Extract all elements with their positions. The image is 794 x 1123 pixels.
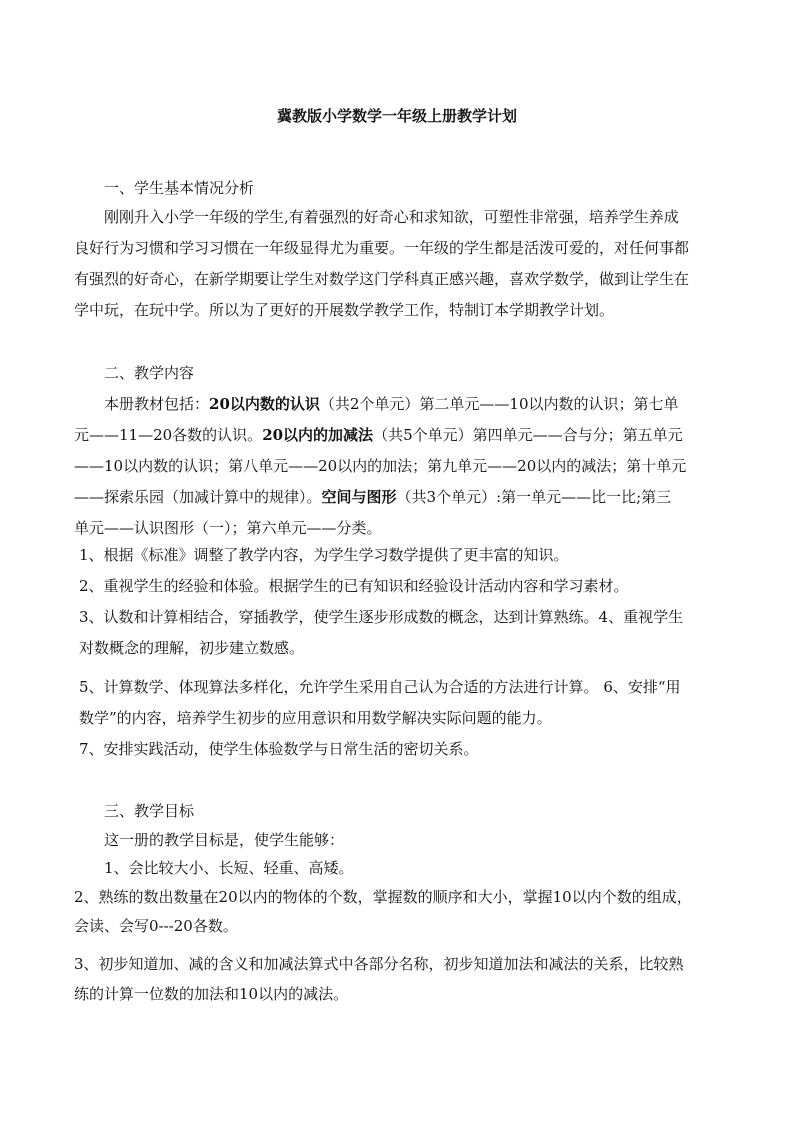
- text-run: （共3个单元）:第一单元——比一比;第三: [396, 488, 672, 506]
- list-item: 3、初步知道加、减的含义和加减法算式中各部分名称，初步知道加法和减法的关系，比较熟: [74, 955, 684, 973]
- text-run: ——探索乐园（加减计算中的规律）。: [74, 488, 322, 506]
- text-run: （共5个单元）第四单元——合与分；第五单元: [373, 426, 683, 444]
- list-item: 练的计算一位数的加法和10以内的减法。: [74, 985, 349, 1003]
- bold-term: 20以内数的认识: [209, 395, 320, 413]
- paragraph-line: 这一册的教学目标是，使学生能够：: [104, 831, 345, 849]
- text-run: 元——11—20各数的认识。: [74, 426, 263, 444]
- paragraph-line: 单元——认识图形（一）；第六单元——分类。: [74, 519, 382, 537]
- bold-term: 20以内的加减法: [262, 426, 374, 444]
- list-item: 1、根据《标准》调整了教学内容，为学生学习数学提供了更丰富的知识。: [79, 546, 569, 564]
- list-item: 数学”的内容，培养学生初步的应用意识和用数学解决实际问题的能力。: [79, 709, 552, 727]
- paragraph-line: 良好行为习惯和学习习惯在一年级显得尤为重要。一年级的学生都是活泼可爱的，对任何事都: [74, 239, 690, 257]
- list-item: 会读、会写0---20各数。: [74, 917, 238, 935]
- paragraph-line: ——10以内数的认识；第八单元——20以内的加法；第九单元——20以内的减法；第十单元: [74, 457, 687, 475]
- text-run: 本册教材包括：: [104, 395, 210, 413]
- list-item: 5、计算数学、体现算法多样化，允许学生采用自己认为合适的方法进行计算。 6、安排“用: [79, 678, 681, 696]
- section-heading-teaching-goals: 三、教学目标: [104, 802, 195, 820]
- list-item: 2、重视学生的经验和体验。根据学生的已有知识和经验设计活动内容和学习素材。: [79, 577, 629, 595]
- paragraph-line: [104, 389, 679, 420]
- text-run: （共2个单元）第二单元——10以内数的认识；第七单: [319, 395, 679, 413]
- paragraph-line: 有强烈的好奇心，在新学期要让学生对数学这门学科真正感兴趣，喜欢学数学，做到让学生在: [74, 270, 690, 288]
- bold-term: 空间与图形: [321, 488, 397, 506]
- list-item: 2、熟练的数出数量在20以内的物体的个数，掌握数的顺序和大小，掌握10以内个数的组成，: [74, 888, 692, 906]
- list-item: 1、会比较大小、长短、轻重、高矮。: [104, 859, 354, 877]
- list-item: 7、安排实践活动，使学生体验数学与日常生活的密切关系。: [79, 740, 479, 758]
- list-item: 对数概念的理解，初步建立数感。: [79, 639, 305, 657]
- paragraph-line: [74, 482, 671, 513]
- paragraph-line: 刚刚升入小学一年级的学生,有着强烈的好奇心和求知欲，可塑性非常强，培养学生养成: [104, 208, 679, 226]
- document-title: 冀教版小学数学一年级上册教学计划: [276, 107, 517, 125]
- paragraph-line: [74, 420, 683, 451]
- section-heading-student-analysis: 一、学生基本情况分析: [104, 179, 255, 197]
- paragraph-line: 学中玩，在玩中学。所以为了更好的开展数学教学工作，特制订本学期教学计划。: [74, 301, 615, 319]
- section-heading-teaching-content: 二、教学内容: [104, 364, 195, 382]
- list-item: 3、认数和计算相结合，穿插教学，使学生逐步形成数的概念，达到计算熟练。4、重视学生: [79, 608, 684, 626]
